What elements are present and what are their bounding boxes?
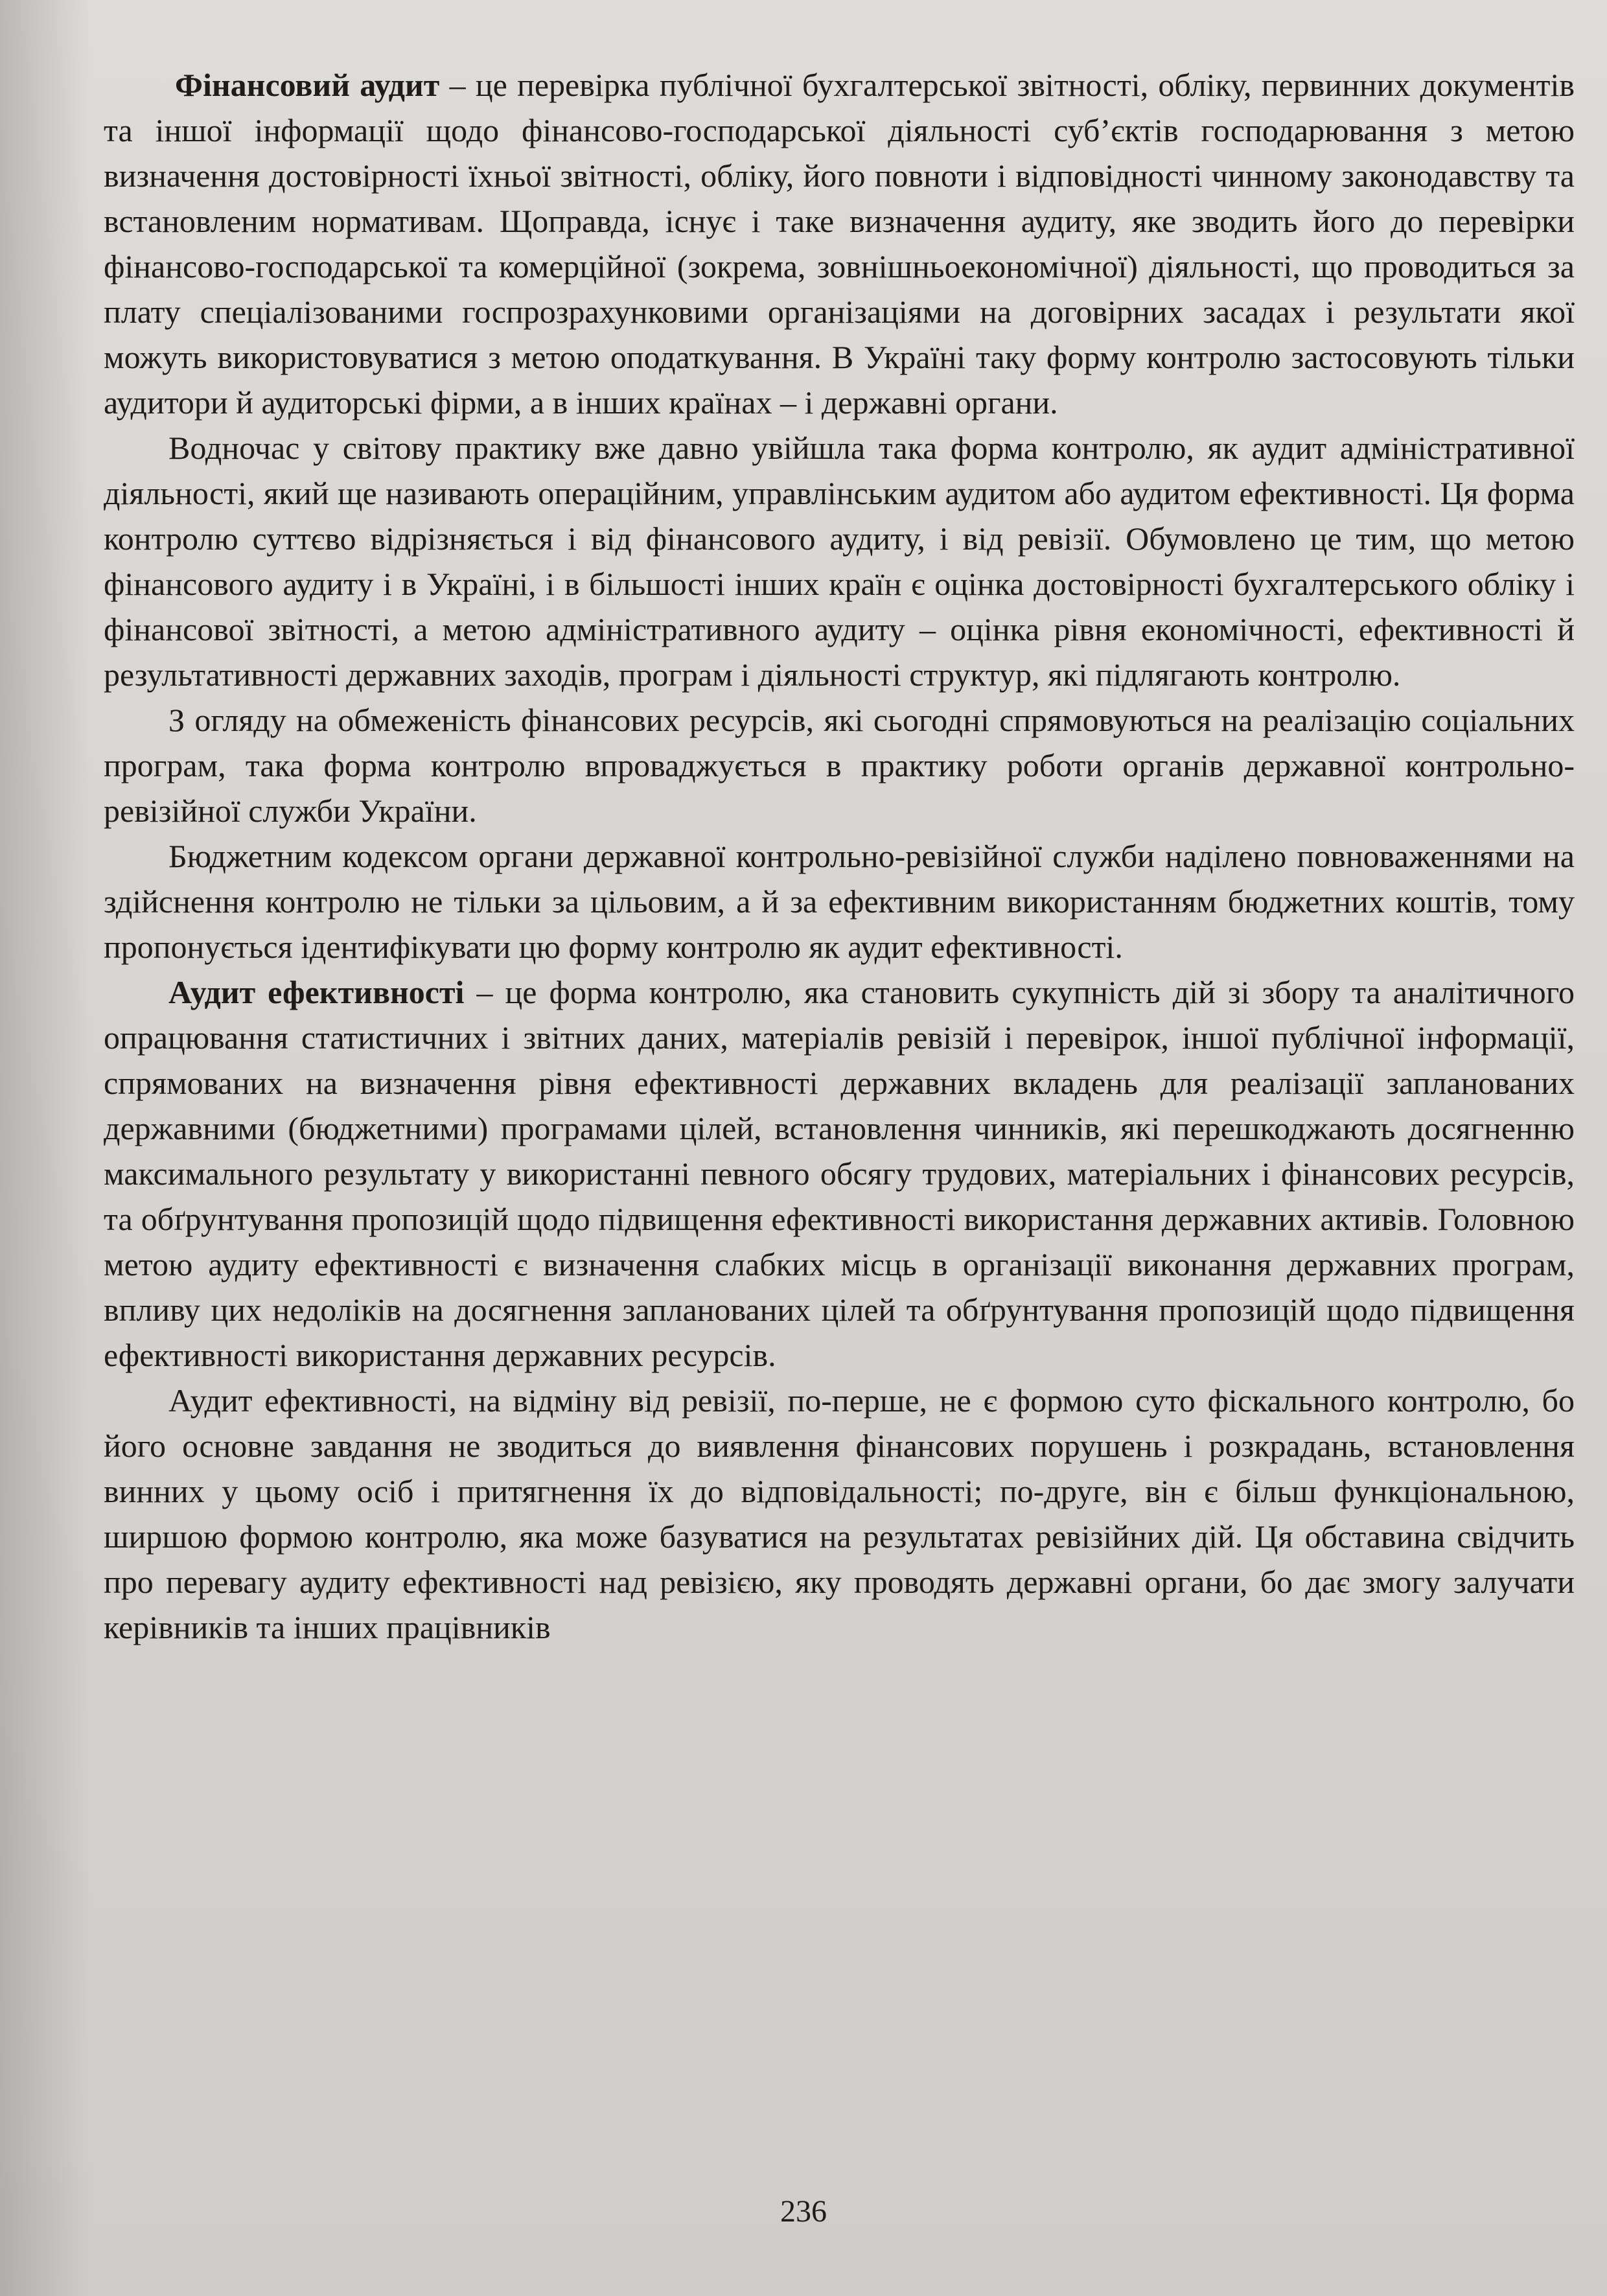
term-financial-audit: Фінансовий аудит xyxy=(175,67,440,103)
paragraph-text: Бюджетним кодексом органи державної контрольно-ревізійної служби наділено повноваженнями на здійснення контролю не тільки за цільовим, а й за ефективним використанням бюджетних коштів, тому пропонується ідентифікувати цю форму контролю як аудит ефективності. xyxy=(104,838,1575,965)
paragraph-text: – це перевірка публічної бухгалтерської звітності, обліку, первинних документів та іншої інформації щодо фінансово-господарської діяльності суб’єктів господарювання з метою визначення достовірності їхньої звітності, обліку, його повноти і відповідності чинному законодавству та встановленим нормативам. Щоправда, існує і таке визначення аудиту, яке зводить його до перевірки фінансово-господарської та комерційної (зокрема, зовнішньоекономічної) діяльності, що проводиться за плату спеціалізованими госпрозрахунковими організаціями на договірних засадах і результати якої можуть використовуватися з метою оподаткування. В Україні таку форму контролю застосовують тільки аудитори й аудиторські фірми, а в інших країнах – і державні органи. xyxy=(104,67,1575,421)
paragraph-budget-code xyxy=(104,833,1575,969)
paragraph-limited-resources xyxy=(104,697,1575,833)
paragraph-financial-audit xyxy=(104,62,1575,425)
paragraph-text: – це форма контролю, яка становить сукупність дій зі збору та аналітичного опрацювання статистичних і звітних даних, матеріалів ревізій і перевірок, іншої публічної інформації, спрямованих на визначення рівня ефективності державних вкладень для реалізації запланованих державними (бюджетними) програмами цілей, встановлення чинників, які перешкоджають досягненню максимального результату у використанні певного обсягу трудових, матеріальних і фінансових ресурсів, та обґрунтування пропозицій щодо підвищення ефективності використання державних активів. Головною метою аудиту ефективності є визначення слабких місць в організації виконання державних програм, впливу цих недоліків на досягнення запланованих цілей та обґрунтування пропозицій щодо підвищення ефективності використання державних ресурсів. xyxy=(104,974,1575,1373)
paragraph-efficiency-vs-revision xyxy=(104,1378,1575,1650)
page-number: 236 xyxy=(780,2194,827,2229)
paragraph-text: Аудит ефективності, на відміну від ревізії, по-перше, не є формою суто фіскального контролю, бо його основне завдання не зводиться до виявлення фінансових порушень і розкрадань, встановлення винних у цьому осіб і притягнення їх до відповідальності; по-друге, він є більш функціональною, ширшою формою контролю, яка може базуватися на результатах ревізійних дій. Ця обставина свідчить про перевагу аудиту ефективності над ревізією, яку проводять державні органи, бо дає змогу залучати керівників та інших працівників xyxy=(104,1382,1575,1645)
term-efficiency-audit: Аудит ефективності xyxy=(168,974,465,1010)
body-text xyxy=(104,62,1575,1650)
paragraph-administrative-audit xyxy=(104,425,1575,697)
paragraph-text: Водночас у світову практику вже давно увійшла така форма контролю, як аудит адміністративної діяльності, який ще називають операційним, управлінським аудитом або аудитом ефективності. Ця форма контролю суттєво відрізняється і від фінансового аудиту, і від ревізії. Обумовлено це тим, що метою фінансового аудиту і в Україні, і в більшості інших країн є оцінка достовірності бухгалтерського обліку і фінансової звітності, а метою адміністративного аудиту – оцінка рівня економічності, ефективності й результативності державних заходів, програм і діяльності структур, які підлягають контролю. xyxy=(104,430,1575,693)
paragraph-efficiency-audit xyxy=(104,969,1575,1378)
paragraph-text: З огляду на обмеженість фінансових ресурсів, які сьогодні спрямовуються на реалізацію соціальних програм, така форма контролю впроваджується в практику роботи органів державної контрольно-ревізійної служби України. xyxy=(104,702,1575,829)
